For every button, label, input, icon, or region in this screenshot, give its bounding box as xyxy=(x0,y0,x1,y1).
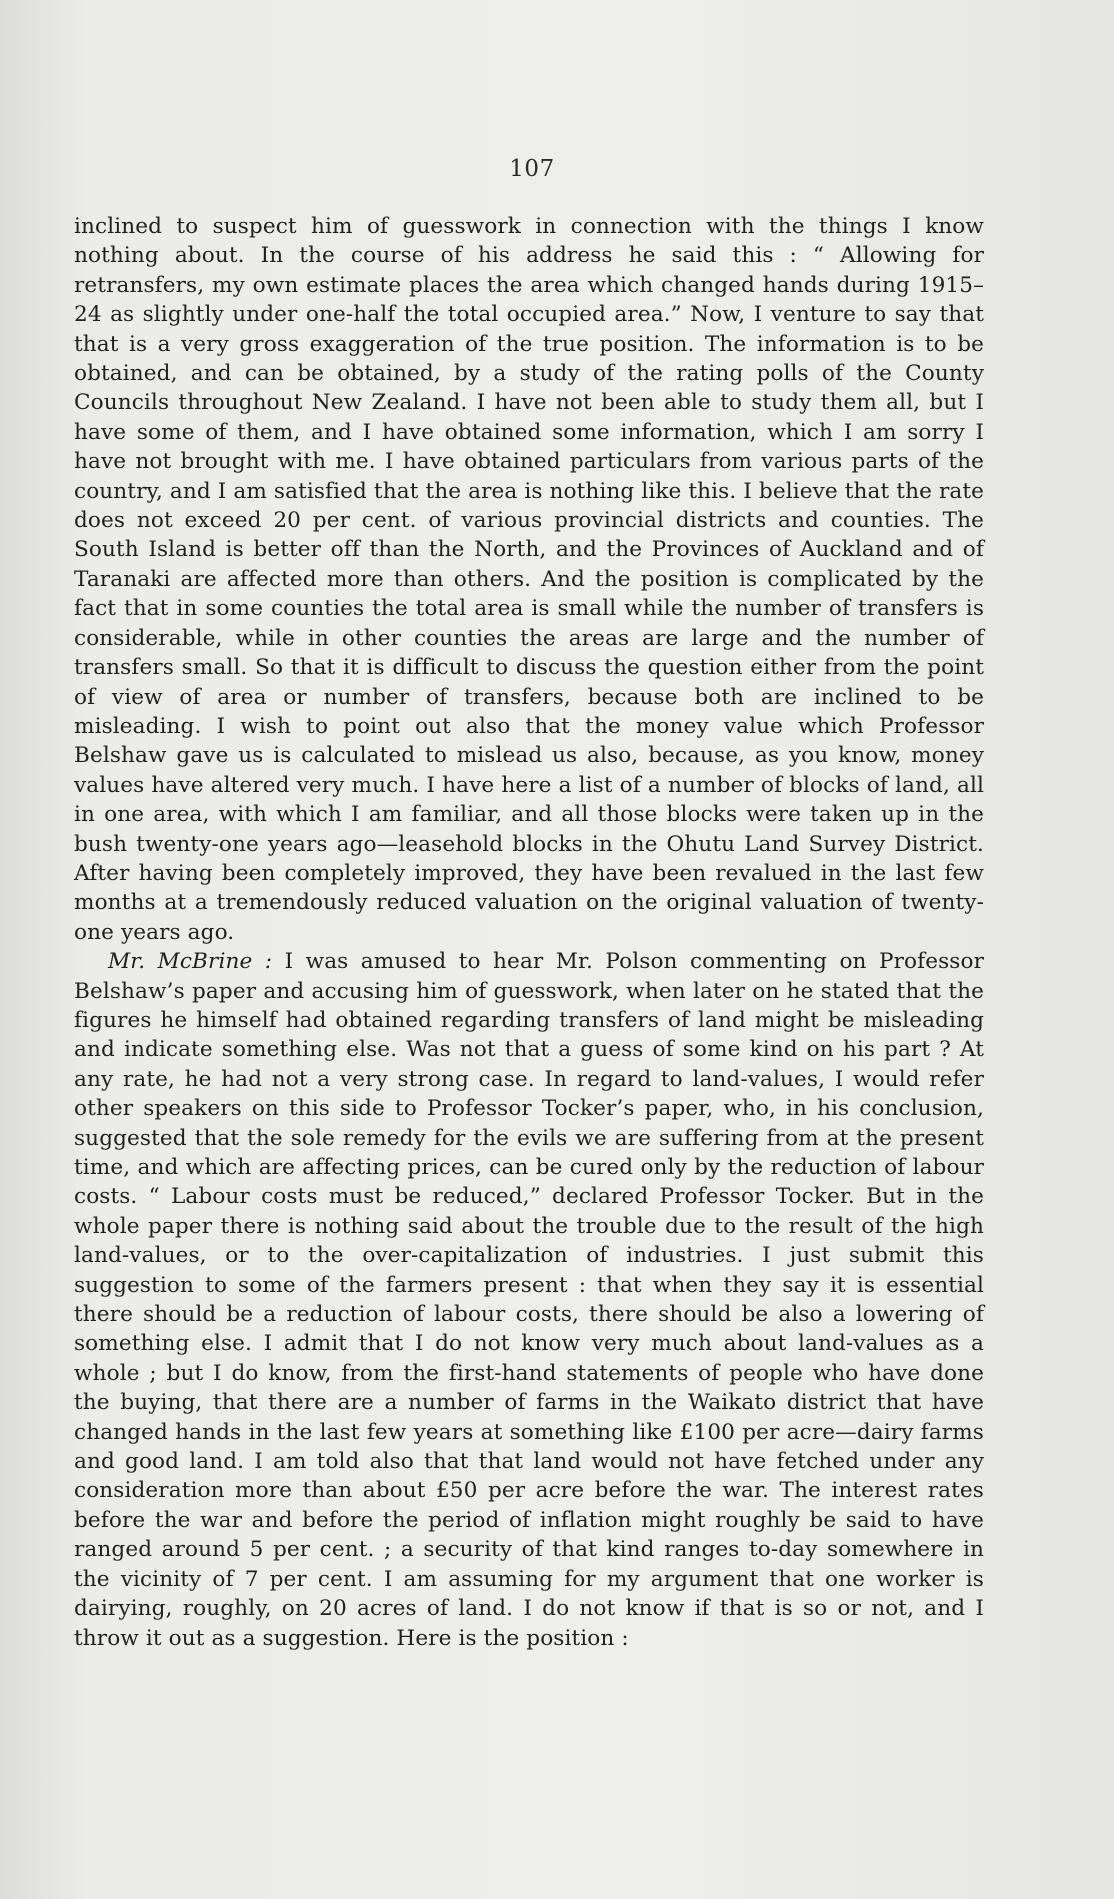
page-number: 107 xyxy=(509,156,555,182)
paragraph-mcbrine-text: I was amused to hear Mr. Polson commenting on Professor Belshaw’s paper and accusing him of guesswork, when later on he stated that the figures he himself had obtained regarding transfers of land might be misleading and indicate something else. Was not that a guess of some kind on his part ? At any rate, he had not a very strong case. In regard to land-values, I would refer other speakers on this side to Professor Tocker’s paper, who, in his conclusion, suggested that the sole remedy for the evils we are suffering from at the present time, and which are affecting prices, can be cured only by the reduction of labour costs. “ Labour costs must be reduced,” declared Professor Tocker. But in the whole paper there is nothing said about the trouble due to the result of the high land-values, or to the over-capitalization of industries. I just submit this suggestion to some of the farmers present : that when they say it is essential there should be a reduction of labour costs, there should be also a lowering of something else. I admit that I do not know very much about land-values as a whole ; but I do know, from the first-hand statements of people who have done the buying, that there are a number of farms in the Waikato district that have changed hands in the last few years at something like £100 per acre—dairy farms and good land. I am told also that that land would not have fetched under any consideration more than about £50 per acre before the war. The interest rates before the war and before the period of inflation might roughly be said to have ranged around 5 per cent. ; a security of that kind ranges to-day somewhere in the vicinity of 7 per cent. I am assuming for my argument that one worker is dairying, roughly, on 20 acres of land. I do not know if that is so or not, and I throw it out as a suggestion. Here is the position : xyxy=(74,949,984,1651)
speaker-name: Mr. McBrine : xyxy=(108,949,273,975)
paragraph-mcbrine xyxy=(74,947,984,1653)
paragraph-polson-continuation: inclined to suspect him of guesswork in connection with the things I know nothing about. In the course of his address he said this : “ Allowing for retransfers, my own estimate places the area which changed hands during 1915–24 as slightly under one-half the total occupied area.” Now, I venture to say that that is a very gross exaggeration of the true position. The information is to be obtained, and can be obtained, by a study of the rating polls of the County Councils throughout New Zealand. I have not been able to study them all, but I have some of them, and I have obtained some information, which I am sorry I have not brought with me. I have obtained particulars from various parts of the country, and I am satisfied that the area is nothing like this. I believe that the rate does not exceed 20 per cent. of various provincial districts and counties. The South Island is better off than the North, and the Provinces of Auckland and of Taranaki are affected more than others. And the position is complicated by the fact that in some counties the total area is small while the number of transfers is considerable, while in other counties the areas are large and the number of transfers small. So that it is difficult to discuss the question either from the point of view of area or number of transfers, because both are inclined to be misleading. I wish to point out also that the money value which Professor Belshaw gave us is calculated to mislead us also, because, as you know, money values have altered very much. I have here a list of a number of blocks of land, all in one area, with which I am familiar, and all those blocks were taken up in the bush twenty-one years ago—leasehold blocks in the Ohutu Land Survey District. After having been completely improved, they have been revalued in the last few months at a tremendously reduced valuation on the original valuation of twenty-one years ago. xyxy=(74,214,984,945)
body-text xyxy=(74,212,984,1653)
